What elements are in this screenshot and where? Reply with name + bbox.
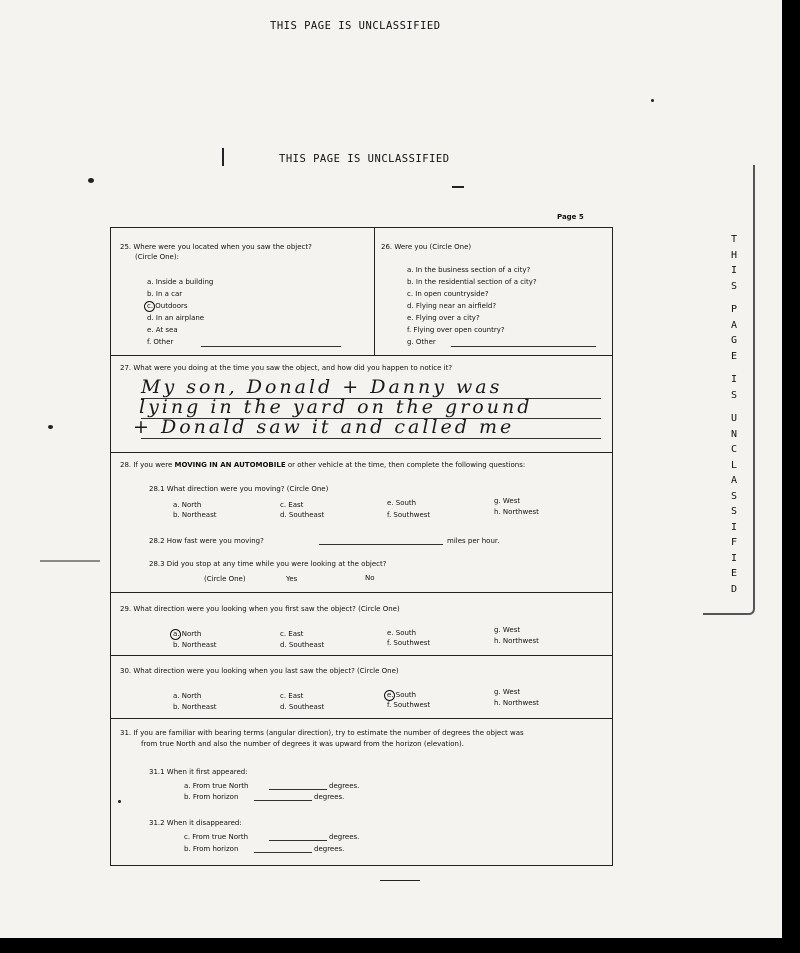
q28-1-option[interactable]: e. South: [387, 499, 417, 507]
q25-option[interactable]: f. Other: [147, 338, 174, 346]
scan-speck: [40, 560, 100, 562]
q31-1-a-label: a. From true North: [184, 782, 249, 790]
q31-2-b-unit: degrees.: [314, 845, 345, 853]
q29-option[interactable]: f. Southwest: [387, 639, 431, 647]
q28-1-option[interactable]: b. Northeast: [173, 511, 217, 519]
q28-2-question: 28.2 How fast were you moving?: [149, 537, 264, 545]
q31-2-b-label: b. From horizon: [184, 845, 239, 853]
section-31: [111, 719, 612, 865]
q25-other-blank[interactable]: [201, 346, 341, 347]
stamp-letter: A: [730, 475, 738, 486]
q29-option[interactable]: a. North: [173, 630, 202, 638]
q25-option[interactable]: a. Inside a building: [147, 278, 214, 286]
q31-1-a-unit: degrees.: [329, 782, 360, 790]
q27-question: 27. What were you doing at the time you saw the object, and how did you happen to notice it?: [120, 364, 453, 372]
q28-1-option[interactable]: d. Southeast: [280, 511, 325, 519]
q30-option[interactable]: c. East: [280, 692, 304, 700]
q31-1-b-blank[interactable]: [254, 800, 312, 801]
q26-question: 26. Were you (Circle One): [381, 243, 472, 251]
stamp-letter: F: [730, 537, 738, 548]
stamp-letter: S: [730, 280, 738, 292]
handwritten-answer-line: lying in the yard on the ground: [139, 396, 533, 418]
q28-1-question: 28.1 What direction were you moving? (Circle One): [149, 485, 329, 493]
q30-option[interactable]: a. North: [173, 692, 202, 700]
q28-1-option[interactable]: g. West: [494, 497, 521, 505]
q31-2-b-blank[interactable]: [254, 852, 312, 853]
stamp-letter: A: [730, 319, 738, 331]
q31-question-line2: from true North and also the number of degrees it was upward from the horizon (elevation).: [141, 740, 464, 748]
section-28: [111, 453, 612, 593]
stamp-letter: S: [730, 389, 738, 401]
q29-question: 29. What direction were you looking when you first saw the object? (Circle One): [120, 605, 400, 613]
scan-speck: [651, 99, 654, 102]
section-29: [111, 593, 612, 656]
q28-3-no[interactable]: No: [365, 574, 375, 582]
q25-question: 25. Where were you located when you saw the object?: [120, 243, 312, 251]
stamp-letter: T: [730, 234, 738, 245]
q26-option[interactable]: c. In open countryside?: [407, 290, 489, 298]
stamp-letter: S: [730, 506, 738, 517]
classification-stamp-top: THIS PAGE IS UNCLASSIFIED: [270, 20, 441, 32]
q28-1-option[interactable]: h. Northwest: [494, 508, 539, 516]
stamp-letter: E: [730, 350, 738, 362]
column-divider: [374, 228, 375, 356]
section-27: [111, 356, 612, 453]
section-25-26: [111, 228, 612, 356]
scan-border-bottom: [0, 938, 800, 953]
vertical-classification-stamp: [728, 232, 740, 597]
q28-3-question: 28.3 Did you stop at any time while you were looking at the object?: [149, 560, 387, 568]
classification-stamp: THIS PAGE IS UNCLASSIFIED: [279, 153, 450, 165]
stamp-gap: [728, 364, 740, 372]
scan-speck: [222, 148, 224, 166]
q31-2-heading: 31.2 When it disappeared:: [149, 819, 242, 827]
q29-option[interactable]: e. South: [387, 629, 417, 637]
q26-option[interactable]: a. In the business section of a city?: [407, 266, 531, 274]
scan-speck: [48, 425, 53, 429]
q30-question: 30. What direction were you looking when you last saw the object? (Circle One): [120, 667, 399, 675]
answer-circle: [144, 301, 155, 312]
q30-option[interactable]: b. Northeast: [173, 703, 217, 711]
handwritten-answer-line: + Donald saw it and called me: [133, 416, 515, 438]
stamp-letter: S: [730, 490, 738, 502]
q29-option[interactable]: d. Southeast: [280, 641, 325, 649]
stamp-letter: I: [730, 552, 738, 564]
scan-speck: [88, 178, 94, 183]
stamp-letter: N: [730, 428, 738, 440]
answer-circle: [170, 629, 181, 640]
q31-1-b-unit: degrees.: [314, 793, 345, 801]
stamp-letter: G: [730, 335, 738, 346]
q26-option[interactable]: b. In the residential section of a city?: [407, 278, 537, 286]
stamp-letter: I: [730, 265, 738, 276]
scan-border-right: [782, 0, 800, 953]
q25-option[interactable]: e. At sea: [147, 326, 178, 334]
q30-option[interactable]: d. Southeast: [280, 703, 325, 711]
q31-2-a-unit: degrees.: [329, 833, 360, 841]
q29-option[interactable]: h. Northwest: [494, 637, 539, 645]
q29-option[interactable]: c. East: [280, 630, 304, 638]
q25-instruction: (Circle One):: [135, 253, 179, 261]
q25-option[interactable]: c. Outdoors: [147, 302, 188, 310]
questionnaire-form: [110, 227, 613, 866]
q31-2-a-blank[interactable]: [269, 840, 327, 841]
section-30: [111, 656, 612, 719]
q29-option[interactable]: b. Northeast: [173, 641, 217, 649]
stamp-letter: I: [730, 521, 738, 533]
q28-1-option[interactable]: f. Southwest: [387, 511, 431, 519]
stamp-gap: [728, 403, 740, 411]
handwritten-answer-line: My son, Donald + Danny was: [141, 376, 503, 398]
scan-speck: [452, 186, 464, 188]
answer-circle: [384, 690, 395, 701]
q28-2-unit: miles per hour.: [447, 537, 500, 545]
q30-option[interactable]: g. West: [494, 688, 521, 696]
q26-option[interactable]: g. Other: [407, 338, 436, 346]
q31-question-line1: 31. If you are familiar with bearing terms (angular direction), try to estimate the number of degrees the object was: [120, 729, 524, 737]
q25-option[interactable]: d. In an airplane: [147, 314, 205, 322]
q28-3-yes[interactable]: Yes: [286, 575, 298, 583]
q28-2-speed-blank[interactable]: [319, 544, 443, 545]
q28-question-bold: MOVING IN AN AUTOMOBILE: [174, 461, 286, 469]
page-number: Page 5: [557, 213, 584, 221]
q25-option[interactable]: b. In a car: [147, 290, 183, 298]
stamp-letter: E: [730, 568, 738, 579]
stamp-letter: L: [730, 459, 738, 471]
stamp-letter: P: [730, 304, 738, 315]
q30-option[interactable]: h. Northwest: [494, 699, 539, 707]
q28-question-pre: 28. If you were: [120, 461, 175, 469]
q31-1-a-blank[interactable]: [269, 789, 327, 790]
q30-option[interactable]: f. Southwest: [387, 701, 431, 709]
stamp-gap: [728, 294, 740, 302]
q31-1-heading: 31.1 When it first appeared:: [149, 768, 248, 776]
stamp-letter: D: [730, 583, 738, 595]
answer-rule: [141, 438, 601, 439]
q31-2-a-label: c. From true North: [184, 833, 249, 841]
q28-1-option[interactable]: c. East: [280, 501, 304, 509]
q30-option[interactable]: e. South: [387, 691, 417, 699]
q26-option[interactable]: e. Flying over a city?: [407, 314, 480, 322]
q28-1-option[interactable]: a. North: [173, 501, 202, 509]
q28-3-instruction: (Circle One): [204, 575, 246, 583]
q29-option[interactable]: g. West: [494, 626, 521, 634]
scan-speck: [380, 880, 420, 881]
q31-1-b-label: b. From horizon: [184, 793, 239, 801]
stamp-letter: H: [730, 249, 738, 261]
stamp-letter: I: [730, 374, 738, 385]
q28-question: [120, 461, 525, 470]
stamp-letter: C: [730, 444, 738, 455]
stamp-letter: U: [730, 413, 738, 424]
q26-other-blank[interactable]: [451, 346, 596, 347]
q28-question-post: or other vehicle at the time, then complete the following questions:: [285, 461, 526, 469]
q26-option[interactable]: f. Flying over open country?: [407, 326, 505, 334]
q26-option[interactable]: d. Flying near an airfield?: [407, 302, 497, 310]
